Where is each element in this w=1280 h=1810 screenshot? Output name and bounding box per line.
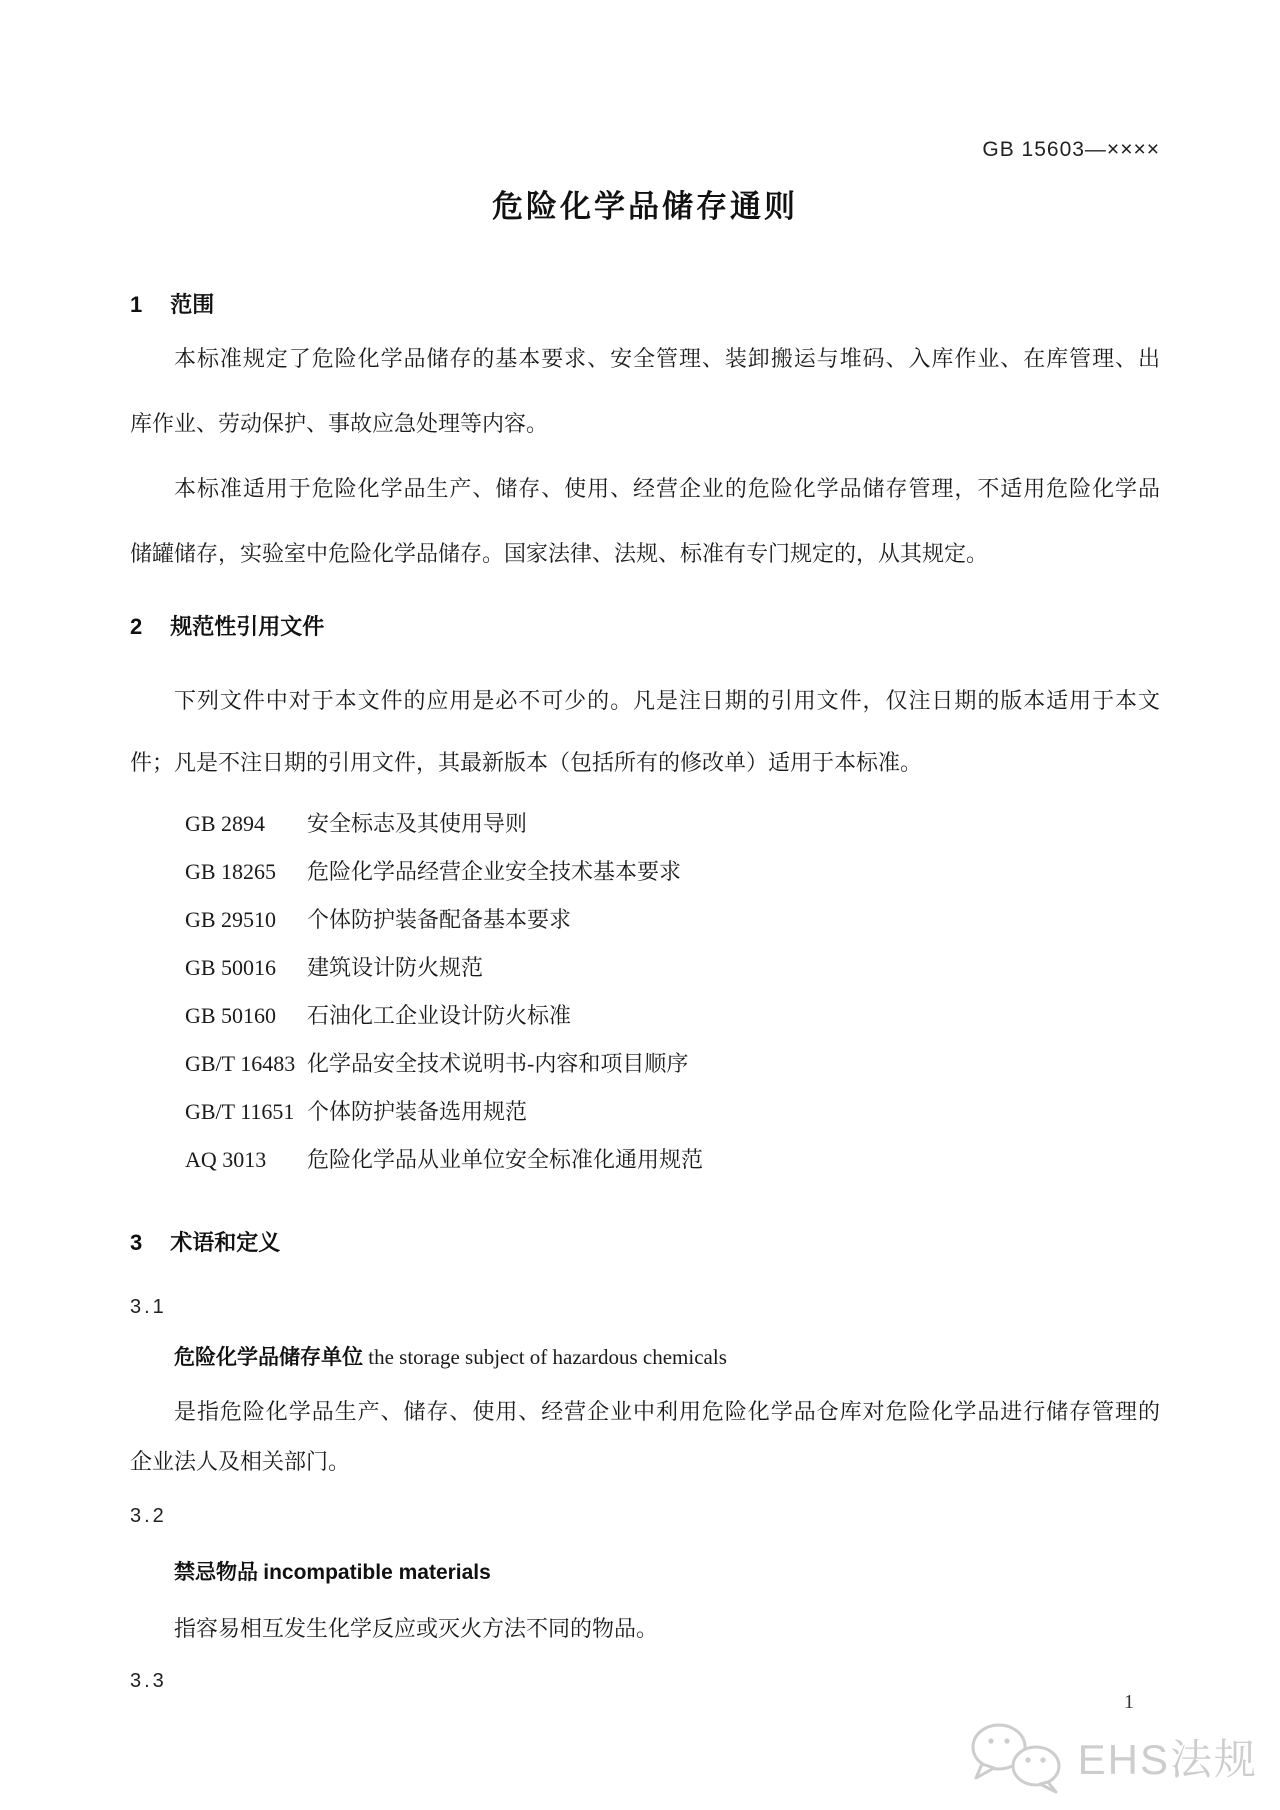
section-2-title: 规范性引用文件 — [170, 614, 325, 639]
reference-code: GB/T 11651 — [185, 1099, 295, 1124]
reference-item — [185, 800, 1160, 848]
reference-code: GB 50016 — [185, 955, 277, 980]
definition-line: 是指危险化学品生产、储存、使用、经营企业中利用危险化学品仓库对危险化学品进行储存管理的 — [174, 1399, 1160, 1424]
standard-number: GB 15603—×××× — [982, 138, 1160, 161]
term-number-3-3: 3.3 — [130, 1670, 167, 1692]
section-3-heading — [130, 1228, 1160, 1258]
section-3-title: 术语和定义 — [170, 1230, 281, 1255]
reference-title: 个体防护装备选用规范 — [307, 1099, 528, 1124]
term-3-1 — [130, 1342, 1160, 1373]
term-3-2 — [130, 1557, 1160, 1588]
references-intro-paragraph — [130, 670, 1160, 794]
reference-item — [185, 1040, 1160, 1088]
wechat-bubbles-icon — [966, 1720, 1070, 1799]
section-1-title: 范围 — [170, 292, 215, 317]
reference-item — [185, 1088, 1160, 1136]
reference-title: 建筑设计防火规范 — [307, 955, 484, 980]
paragraph-line: 本标准规定了危险化学品储存的基本要求、安全管理、装卸搬运与堆码、入库作业、在库管理、出 — [174, 346, 1160, 371]
reference-code: GB 50160 — [185, 1003, 277, 1028]
term-3-1-english: the storage subject of hazardous chemicals — [368, 1345, 727, 1369]
reference-code: GB 2894 — [185, 811, 266, 836]
term-3-2-english: incompatible materials — [263, 1561, 491, 1584]
section-3-number: 3 — [130, 1230, 143, 1255]
reference-item — [185, 848, 1160, 896]
reference-title: 石油化工企业设计防火标准 — [307, 1003, 572, 1028]
reference-item — [185, 1136, 1160, 1184]
reference-title: 危险化学品从业单位安全标准化通用规范 — [307, 1147, 704, 1172]
paragraph-line: 下列文件中对于本文件的应用是必不可少的。凡是注日期的引用文件，仅注日期的版本适用于本文 — [174, 688, 1160, 713]
watermark — [966, 1720, 1258, 1799]
watermark-text: EHS法规 — [1077, 1735, 1258, 1783]
reference-code: AQ 3013 — [185, 1147, 267, 1172]
paragraph-line: 储罐储存，实验室中危险化学品储存。国家法律、法规、标准有专门规定的，从其规定。 — [130, 541, 989, 566]
reference-code: GB 29510 — [185, 907, 277, 932]
page-number: 1 — [1124, 1691, 1134, 1713]
paragraph-line: 件；凡是不注日期的引用文件，其最新版本（包括所有的修改单）适用于本标准。 — [130, 750, 923, 775]
term-3-2-chinese: 禁忌物品 — [174, 1561, 258, 1584]
normative-references-list — [130, 800, 1160, 1184]
reference-title: 化学品安全技术说明书-内容和项目顺序 — [307, 1051, 689, 1076]
term-number-3-1: 3.1 — [130, 1296, 167, 1318]
term-number-3-2: 3.2 — [130, 1505, 167, 1527]
reference-code: GB/T 16483 — [185, 1051, 296, 1076]
paragraph-line: 库作业、劳动保护、事故应急处理等内容。 — [130, 411, 549, 436]
term-3-2-definition — [130, 1604, 1160, 1654]
term-3-1-chinese: 危险化学品储存单位 — [174, 1346, 363, 1369]
reference-title: 危险化学品经营企业安全技术基本要求 — [307, 859, 682, 884]
definition-line: 指容易相互发生化学反应或灭火方法不同的物品。 — [174, 1616, 659, 1641]
reference-item — [185, 944, 1160, 992]
section-2-number: 2 — [130, 614, 143, 639]
section-1-heading — [130, 290, 1160, 320]
reference-code: GB 18265 — [185, 859, 277, 884]
section-2-heading — [130, 612, 1160, 642]
reference-item — [185, 992, 1160, 1040]
reference-item — [185, 896, 1160, 944]
term-3-1-definition — [130, 1387, 1160, 1487]
scope-paragraph-1 — [130, 326, 1160, 456]
document-title: 危险化学品储存通则 — [492, 189, 798, 224]
scope-paragraph-2 — [130, 456, 1160, 586]
reference-title: 安全标志及其使用导则 — [307, 811, 528, 836]
paragraph-line: 本标准适用于危险化学品生产、储存、使用、经营企业的危险化学品储存管理，不适用危险化学品 — [174, 476, 1160, 501]
reference-title: 个体防护装备配备基本要求 — [307, 907, 572, 932]
definition-line: 企业法人及相关部门。 — [130, 1449, 351, 1474]
section-1-number: 1 — [130, 292, 143, 317]
